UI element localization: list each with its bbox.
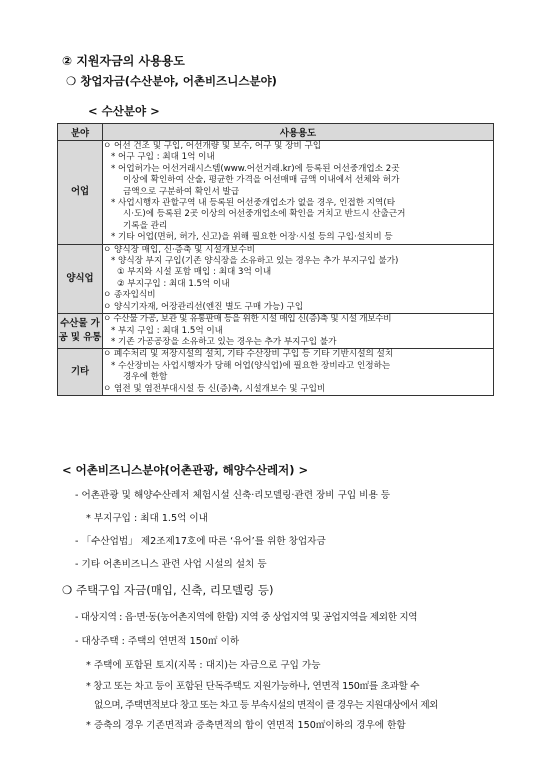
- usage-line: ㅇ 어선 건조 및 구입, 어선개량 및 보수, 어구 및 장비 구입: [103, 141, 322, 151]
- usage-line: ㅇ 수산물 가공, 보관 및 유통판매 등을 위한 시설 매입 신(증)축 및 시설 개보수비: [103, 314, 392, 325]
- usage-note: * 사업시행자 관할구역 내 등록된 어선중개업소가 없을 경우, 인접한 지역(타: [111, 198, 396, 209]
- rural-business-subtitle: < 어촌비즈니스분야(어촌관광, 해양수산레저) >: [62, 463, 309, 477]
- category-cell: 수산물 가공 및 유통: [58, 314, 103, 349]
- rural-item: - 기타 어촌비즈니스 관련 사업 시설의 설치 등: [75, 559, 267, 570]
- usage-note: ② 부지구입 : 최대 1.5억 이내: [117, 278, 230, 289]
- usage-note: * 어구 구입 : 최대 1억 이내: [111, 152, 215, 163]
- startup-fund-heading: ❍ 창업자금(수산분야, 어촌비즈니스분야): [66, 74, 277, 88]
- usage-cell: [103, 314, 494, 349]
- usage-cell: [103, 244, 494, 313]
- usage-line: ㅇ 종자입식비: [103, 290, 156, 301]
- fisheries-subtitle: < 수산분야 >: [88, 104, 160, 118]
- header-category: 분야: [58, 124, 103, 141]
- usage-cell: [103, 141, 494, 245]
- housing-note: * 증축의 경우 기존면적과 증축면적의 합이 연면적 150㎡이하의 경우에 한함: [86, 720, 406, 731]
- usage-note: * 어업허가는 어선거래시스템(www.어선거래.kr)에 등록된 어선중개업소 2곳: [111, 163, 400, 174]
- usage-note: 시·도)에 등록된 2곳 이상의 어선중개업소에 확인을 거치고 반드시 산출근거: [123, 209, 406, 220]
- table-header-row: [58, 124, 494, 141]
- section-heading: ② 지원자금의 사용용도: [62, 54, 185, 68]
- usage-line: ㅇ 양식장 매입, 신·증축 및 시설개보수비: [103, 244, 255, 255]
- table-row: [58, 314, 494, 349]
- usage-note: 금액으로 구분하여 확인서 발급: [123, 186, 240, 197]
- housing-note: * 창고 또는 차고 등이 포함된 단독주택도 지원가능하나, 연면적 150㎡를 초과할 수: [86, 681, 420, 692]
- category-cell: 기타: [58, 349, 103, 396]
- rural-item: - 「수산업법」 제2조제17호에 따른 ‘유어’를 위한 창업자금: [75, 536, 326, 547]
- table-row: [58, 244, 494, 313]
- rural-item: - 어촌관광 및 해양수산레저 체험시설 신축·리모델링·관련 장비 구입 비용 등: [75, 490, 391, 501]
- housing-note: * 주택에 포함된 토지(지목 : 대지)는 자금으로 구입 가능: [86, 660, 321, 671]
- usage-table: [57, 123, 494, 396]
- usage-note: 기록을 관리: [123, 220, 168, 231]
- usage-note: ① 부지와 시설 포함 매입 : 최대 3억 이내: [117, 267, 272, 278]
- table-row: [58, 349, 494, 396]
- usage-note: * 부지 구입 : 최대 1.5억 이내: [111, 325, 223, 336]
- usage-note: 이상에 확인하여 산술, 평균한 가격을 어선매매 금액 이내에서 선체와 허가: [123, 175, 400, 186]
- usage-note: * 양식장 부지 구입(기존 양식장을 소유하고 있는 경우는 추가 부지구입 불가): [111, 256, 399, 267]
- housing-fund-heading: ❍ 주택구입 자금(매입, 신축, 리모델링 등): [62, 583, 274, 597]
- usage-cell: [103, 349, 494, 396]
- category-cell: 어업: [58, 141, 103, 245]
- usage-line: ㅇ 양식기자재, 어장관리선(엔진 별도 구매 가능) 구입: [103, 301, 304, 312]
- usage-note: 경우에 한함: [123, 372, 168, 383]
- usage-line: ㅇ 폐수처리 및 저장시설의 설치, 기타 수산장비 구입 등 기타 기반시설의 설치: [103, 349, 394, 360]
- housing-note: 없으며, 주택면적보다 창고 또는 차고 등 부속시설의 면적이 클 경우는 지원대상에서 제외: [94, 700, 438, 711]
- housing-item: - 대상지역 : 읍·면·동(농어촌지역에 한함) 지역 중 상업지역 및 공업지역을 제외한 지역: [75, 612, 418, 623]
- usage-note: * 수산장비는 사업시행자가 당해 어업(양식업)에 필요한 장비라고 인정하는: [111, 360, 391, 371]
- table-row: [58, 141, 494, 245]
- category-cell: 양식업: [58, 244, 103, 313]
- usage-note: * 기타 어업(면허, 허가, 신고)을 위해 필요한 어장·시설 등의 구입·설치비 등: [111, 232, 393, 243]
- header-usage: 사용용도: [103, 124, 494, 141]
- usage-note: * 기존 가공공장을 소유하고 있는 경우는 추가 부지구입 불가: [111, 336, 337, 347]
- housing-item: - 대상주택 : 주택의 연면적 150㎡ 이하: [75, 636, 240, 647]
- usage-line: ㅇ 염전 및 염전부대시설 등 신(증)축, 시설개보수 및 구입비: [103, 383, 326, 394]
- rural-note: * 부지구입 : 최대 1.5억 이내: [86, 513, 208, 524]
